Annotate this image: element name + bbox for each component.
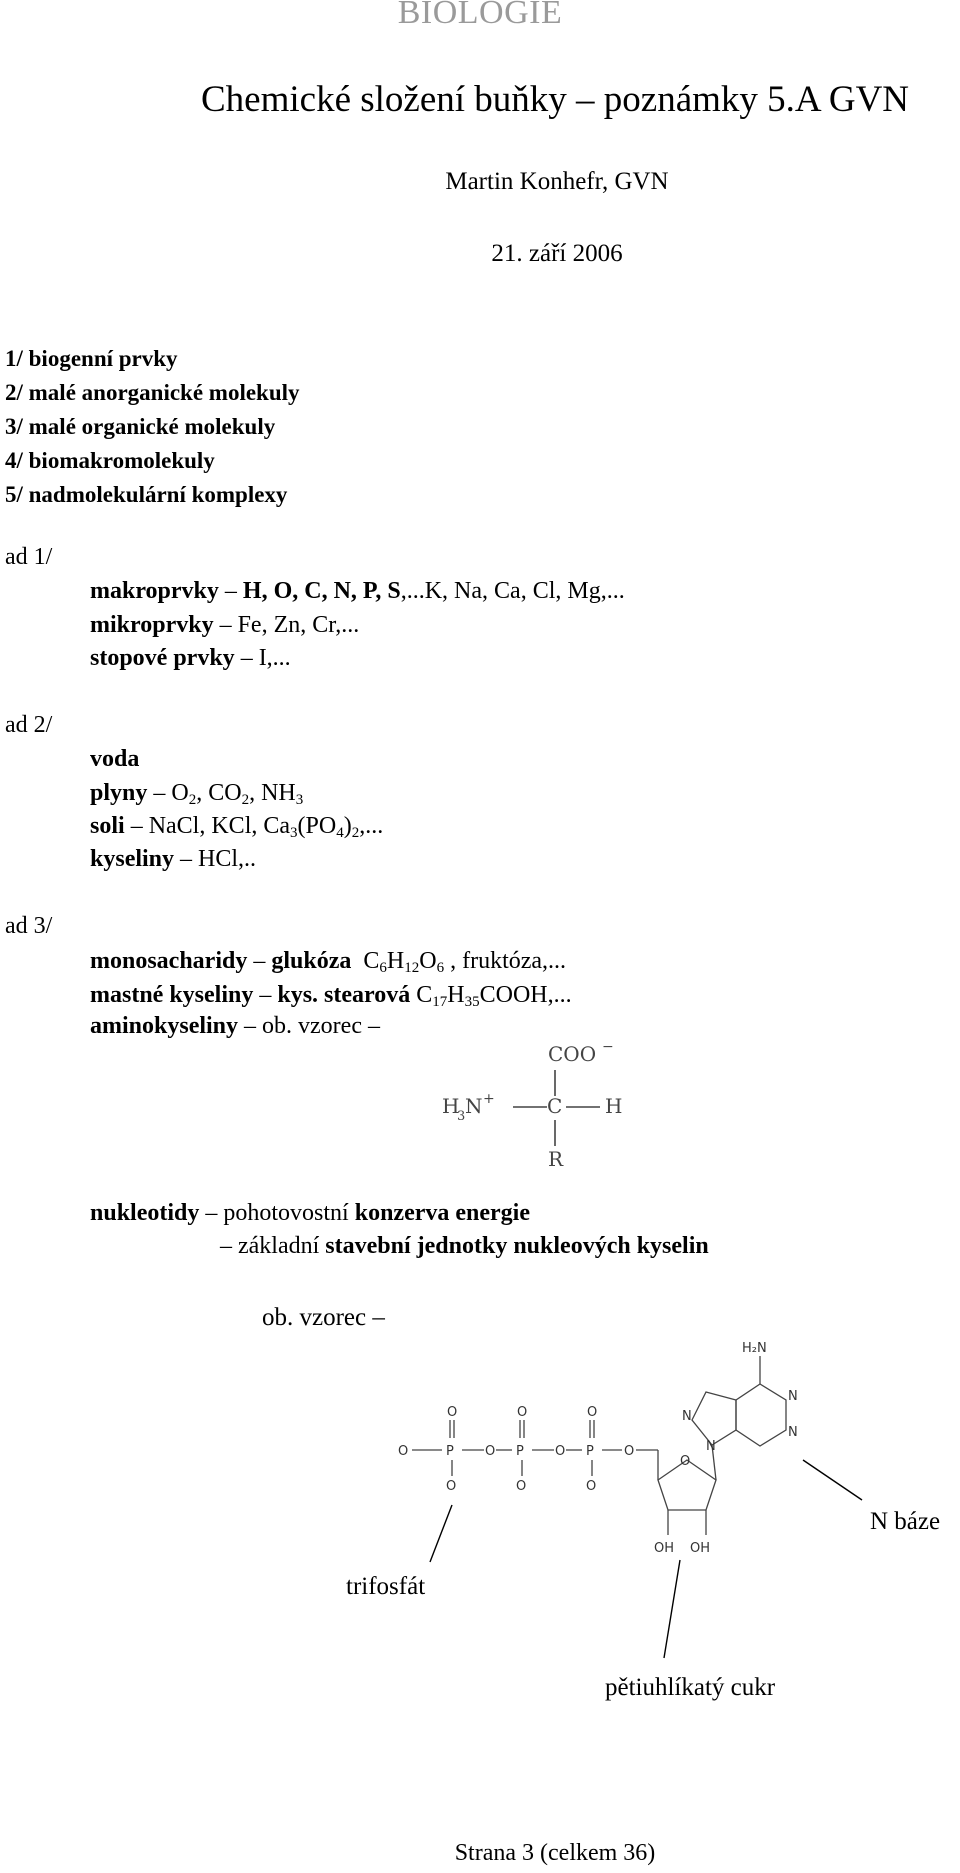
section-label-ad2: ad 2/ bbox=[5, 712, 53, 738]
plyny-line: plyny – $O_2$, $CO_2$, $NH_3$ bbox=[90, 780, 304, 808]
values: pohotovostní bbox=[223, 1200, 349, 1226]
svg-text:O: O bbox=[447, 1405, 458, 1420]
ob-vzorec-label: ob. vzorec – bbox=[262, 1304, 385, 1331]
svg-text:OH: OH bbox=[654, 1541, 675, 1556]
term: soli bbox=[90, 813, 125, 839]
svg-text:N: N bbox=[706, 1439, 716, 1454]
term: nukleotidy bbox=[90, 1200, 200, 1226]
svg-text:O: O bbox=[398, 1444, 409, 1459]
term: glukóza bbox=[271, 948, 352, 974]
section-label-ad3: ad 3/ bbox=[5, 913, 53, 939]
svg-text:−: − bbox=[602, 1039, 614, 1055]
outline-item: 5/ nadmolekulární komplexy bbox=[5, 482, 288, 507]
date-line: 21. září 2006 bbox=[491, 240, 623, 267]
svg-text:O: O bbox=[517, 1405, 528, 1420]
kyseliny-line: kyseliny – HCl,.. bbox=[90, 846, 257, 872]
term: kys. stearová bbox=[277, 982, 411, 1008]
label-cukr: pětiuhlíkatý cukr bbox=[605, 1674, 776, 1701]
term: voda bbox=[90, 746, 140, 772]
formula-c: C bbox=[547, 1094, 563, 1118]
svg-text:N: N bbox=[682, 1409, 692, 1424]
aminokyseliny-line: aminokyseliny – ob. vzorec – bbox=[90, 1013, 380, 1039]
page-footer: Strana 3 (celkem 36) bbox=[454, 1840, 656, 1866]
svg-text:P: P bbox=[516, 1444, 524, 1459]
term: mikroprvky bbox=[90, 612, 214, 638]
formula-h-right: H bbox=[605, 1094, 623, 1118]
term: aminokyseliny bbox=[90, 1013, 239, 1039]
values: – základní bbox=[220, 1233, 320, 1259]
soli-line: soli – NaCl, KCl, $Ca_3(PO_4)_2$,... bbox=[90, 813, 384, 841]
outline-item: 4/ biomakromolekuly bbox=[5, 448, 215, 473]
nukleotidy-line: nukleotidy – pohotovostní konzerva energie bbox=[90, 1200, 530, 1226]
monosacharidy-line: monosacharidy – glukóza $C_6H_{12}O_6$ , fruktóza,... bbox=[90, 948, 567, 976]
svg-text:N: N bbox=[788, 1389, 798, 1404]
values: , fruktóza,... bbox=[450, 948, 567, 974]
term: makroprvky bbox=[90, 578, 219, 604]
outline-item: 1/ biogenní prvky bbox=[5, 346, 178, 371]
svg-text:P: P bbox=[446, 1444, 454, 1459]
term: plyny bbox=[90, 780, 148, 806]
term: konzerva energie bbox=[354, 1200, 530, 1226]
section-label-ad1: ad 1/ bbox=[5, 544, 53, 570]
svg-text:O: O bbox=[624, 1444, 635, 1459]
svg-text:O: O bbox=[516, 1479, 527, 1494]
outline-item: 3/ malé organické molekuly bbox=[5, 414, 276, 439]
stopove-prvky-line: stopové prvky – I,... bbox=[90, 645, 291, 671]
values: NaCl, KCl, Ca bbox=[148, 813, 291, 839]
term: monosacharidy bbox=[90, 948, 248, 974]
term: mastné kyseliny bbox=[90, 982, 254, 1008]
svg-text:O: O bbox=[446, 1479, 457, 1494]
svg-text:O: O bbox=[586, 1479, 597, 1494]
values: Fe, Zn, Cr,... bbox=[237, 612, 360, 638]
label-n-baze: N báze bbox=[870, 1508, 941, 1535]
svg-text:3: 3 bbox=[457, 1109, 466, 1124]
mikroprvky-line: mikroprvky – Fe, Zn, Cr,... bbox=[90, 612, 360, 638]
outline-item: 2/ malé anorganické molekuly bbox=[5, 380, 300, 405]
formula-h: H bbox=[442, 1094, 460, 1118]
svg-text:O: O bbox=[587, 1405, 598, 1420]
values: ob. vzorec – bbox=[262, 1013, 380, 1039]
svg-text:P: P bbox=[586, 1444, 594, 1459]
term: stopové prvky bbox=[90, 645, 235, 671]
values: ,...K, Na, Ca, Cl, Mg,... bbox=[400, 578, 625, 604]
makroprvky-line: makroprvky – H, O, C, N, P, S,...K, Na, Ca, Cl, Mg,... bbox=[90, 578, 625, 604]
label-trifosfat: trifosfát bbox=[346, 1573, 426, 1600]
svg-text:O: O bbox=[680, 1454, 691, 1469]
document-title: Chemické složení buňky – poznámky 5.A GVN bbox=[200, 79, 910, 120]
values: HCl,.. bbox=[198, 846, 257, 872]
formula-coo: COO bbox=[548, 1042, 597, 1066]
svg-text:N: N bbox=[465, 1094, 483, 1118]
term: kyseliny bbox=[90, 846, 175, 872]
author-line: Martin Konhefr, GVN bbox=[445, 168, 669, 195]
values: I,... bbox=[258, 645, 291, 671]
subject-heading: BIOLOGIE bbox=[397, 0, 563, 31]
formula-r: R bbox=[548, 1147, 564, 1171]
svg-text:N: N bbox=[788, 1425, 798, 1440]
svg-text:O: O bbox=[555, 1444, 566, 1459]
svg-text:H₂N: H₂N bbox=[742, 1341, 767, 1356]
term-values: H, O, C, N, P, S bbox=[242, 578, 401, 604]
svg-text:O: O bbox=[485, 1444, 496, 1459]
term: stavební jednotky nukleových kyselin bbox=[325, 1233, 709, 1259]
mastne-kyseliny-line: mastné kyseliny – kys. stearová $C_{17}H_{35}COOH$,... bbox=[90, 982, 572, 1010]
svg-text:+: + bbox=[483, 1091, 495, 1107]
svg-text:OH: OH bbox=[690, 1541, 711, 1556]
